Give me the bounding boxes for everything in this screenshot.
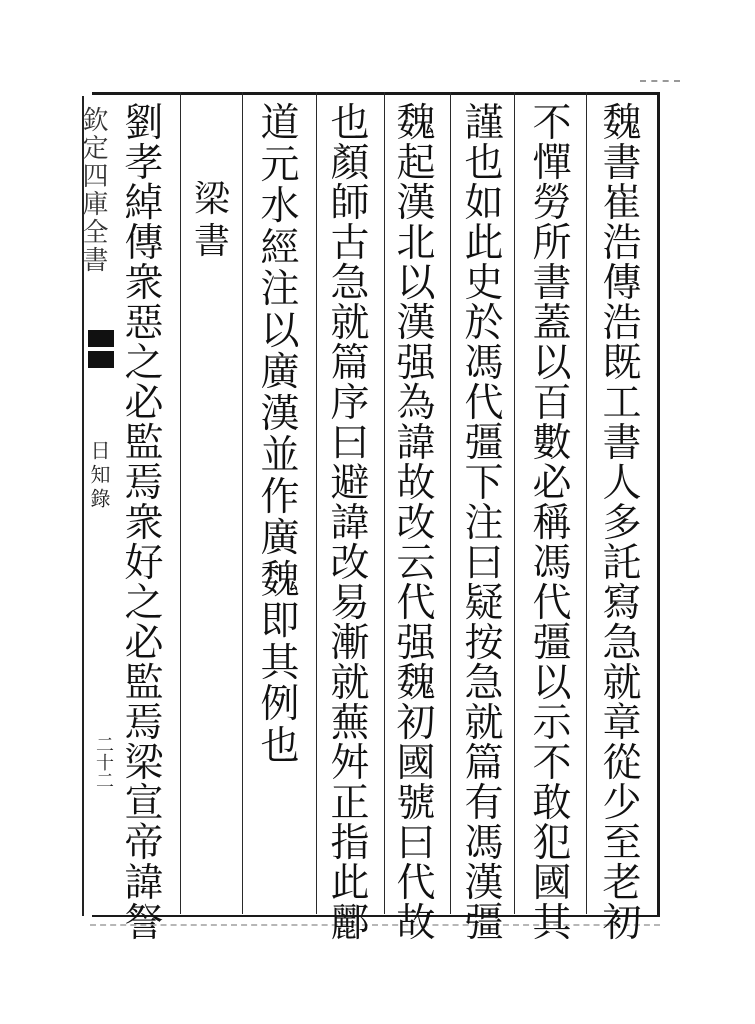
glyph: 此: [464, 221, 504, 266]
text-column-3: [458, 101, 510, 946]
glyph: 諱: [330, 501, 370, 546]
glyph: 就: [330, 301, 370, 346]
glyph: 惡: [124, 301, 164, 346]
glyph: 至: [602, 821, 642, 866]
glyph: 漸: [330, 621, 370, 666]
glyph: 也: [260, 723, 300, 769]
glyph: 必: [532, 461, 572, 506]
glyph: 如: [464, 181, 504, 226]
glyph: 水: [260, 184, 300, 229]
glyph: 疑: [464, 581, 504, 626]
glyph: 易: [330, 581, 370, 626]
glyph: 就: [330, 661, 370, 706]
glyph: 衆: [124, 261, 164, 306]
glyph: 梁: [124, 741, 164, 786]
glyph: 馮: [464, 341, 504, 386]
glyph: 謹: [464, 101, 504, 146]
glyph: 注: [260, 267, 300, 312]
glyph: 就: [602, 661, 642, 706]
glyph: 代: [532, 581, 572, 626]
glyph: 漢: [464, 861, 504, 906]
glyph: 勞: [532, 181, 572, 226]
glyph: 浩: [602, 221, 642, 266]
glyph: 詧: [124, 901, 164, 946]
glyph: 曰: [396, 821, 436, 866]
glyph: 漢: [260, 391, 300, 437]
glyph: 梁: [193, 179, 230, 220]
glyph: 顏: [330, 141, 370, 186]
margin-title: 欽定四庫全書: [78, 106, 108, 274]
glyph: 以: [260, 308, 300, 354]
glyph: 急: [602, 621, 642, 666]
glyph: 例: [260, 682, 300, 727]
glyph: 其: [532, 901, 572, 946]
glyph: 避: [330, 461, 370, 506]
glyph: 敢: [532, 781, 572, 826]
text-column-4: [390, 101, 442, 946]
glyph: 為: [396, 381, 436, 426]
glyph: 百: [532, 381, 572, 426]
glyph: 云: [396, 541, 436, 586]
glyph: 故: [396, 901, 436, 946]
glyph: 漢: [396, 181, 436, 226]
glyph: 魏: [396, 661, 436, 706]
glyph: 魏: [396, 101, 436, 146]
glyph: 書: [193, 220, 230, 262]
glyph: 綽: [124, 181, 164, 226]
glyph: 多: [602, 501, 642, 546]
glyph: 之: [124, 341, 164, 386]
section-heading-column: [186, 180, 238, 980]
glyph: 魏: [602, 101, 642, 146]
glyph: 必: [124, 381, 164, 426]
glyph: 孝: [124, 141, 164, 186]
glyph: 酈: [330, 901, 370, 946]
glyph: 師: [330, 181, 370, 226]
glyph: 漢: [396, 301, 436, 346]
glyph: 馮: [464, 821, 504, 866]
glyph: 代: [396, 861, 436, 906]
glyph: 從: [602, 741, 642, 786]
text-column-6: [254, 101, 306, 904]
glyph: 强: [396, 341, 436, 386]
text-column-1: [596, 101, 648, 946]
glyph: 監: [124, 661, 164, 706]
glyph: 即: [260, 599, 300, 644]
glyph: 所: [532, 221, 572, 266]
glyph: 書: [602, 421, 642, 466]
glyph: 初: [396, 701, 436, 746]
glyph: 崔: [602, 181, 642, 226]
column-rule: [384, 92, 385, 914]
glyph: 彊: [532, 621, 572, 666]
glyph: 不: [532, 101, 572, 146]
glyph: 犯: [532, 821, 572, 866]
glyph: 也: [330, 101, 370, 146]
glyph: 傳: [124, 221, 164, 266]
glyph: 寫: [602, 581, 642, 626]
column-rule: [180, 92, 181, 914]
fish-tail-mark: [88, 330, 114, 368]
glyph: 號: [396, 781, 436, 826]
glyph: 託: [602, 541, 642, 586]
glyph: 改: [396, 501, 436, 546]
glyph: 書: [602, 141, 642, 186]
glyph: 强: [396, 621, 436, 666]
glyph: 經: [260, 225, 300, 271]
glyph: 焉: [124, 461, 164, 506]
glyph: 下: [464, 461, 504, 506]
glyph: 正: [330, 781, 370, 826]
glyph: 於: [464, 301, 504, 346]
glyph: 衆: [124, 501, 164, 546]
glyph: 以: [532, 341, 572, 386]
glyph: 廣: [260, 516, 300, 561]
column-rule: [514, 92, 515, 914]
glyph: 古: [330, 221, 370, 266]
glyph: 道: [260, 101, 300, 146]
glyph: 序: [330, 381, 370, 426]
glyph: 蓋: [532, 301, 572, 346]
glyph: 蕪: [330, 701, 370, 746]
glyph: 舛: [330, 741, 370, 786]
glyph: 示: [532, 701, 572, 746]
glyph: 代: [464, 381, 504, 426]
glyph: 不: [532, 741, 572, 786]
glyph: 有: [464, 781, 504, 826]
glyph: 國: [396, 741, 436, 786]
glyph: 篇: [464, 741, 504, 786]
glyph: 指: [330, 821, 370, 866]
glyph: 彊: [464, 901, 504, 946]
glyph: 人: [602, 461, 642, 506]
glyph: 廣: [260, 350, 300, 395]
text-column-5: [324, 101, 376, 946]
glyph: 急: [464, 661, 504, 706]
glyph: 必: [124, 621, 164, 666]
glyph: 監: [124, 421, 164, 466]
glyph: 諱: [396, 421, 436, 466]
glyph: 稱: [532, 501, 572, 546]
glyph: 宣: [124, 781, 164, 826]
glyph: 代: [396, 581, 436, 626]
glyph: 元: [260, 142, 300, 188]
column-rule: [450, 92, 451, 914]
column-rule: [586, 92, 587, 914]
glyph: 國: [532, 861, 572, 906]
glyph: 以: [532, 661, 572, 706]
glyph: 好: [124, 541, 164, 586]
glyph: 並: [260, 433, 300, 478]
glyph: 史: [464, 261, 504, 306]
glyph: 劉: [124, 101, 164, 146]
glyph: 諱: [124, 861, 164, 906]
glyph: 初: [602, 901, 642, 946]
glyph: 馮: [532, 541, 572, 586]
column-rule: [316, 92, 317, 914]
glyph: 作: [260, 474, 300, 520]
bottom-edge-mark: [90, 924, 660, 934]
glyph: 曰: [330, 421, 370, 466]
text-column-2: [526, 101, 578, 946]
glyph: 之: [124, 581, 164, 626]
glyph: 其: [260, 640, 300, 686]
glyph: 就: [464, 701, 504, 746]
glyph: 既: [602, 341, 642, 386]
margin-page-number: 二十二: [93, 735, 114, 789]
glyph: 帝: [124, 821, 164, 866]
glyph: 焉: [124, 701, 164, 746]
top-edge-mark: [640, 80, 680, 82]
glyph: 工: [602, 381, 642, 426]
glyph: 魏: [260, 557, 300, 603]
glyph: 按: [464, 621, 504, 666]
glyph: 起: [396, 141, 436, 186]
glyph: 篇: [330, 341, 370, 386]
glyph: 故: [396, 461, 436, 506]
glyph: 書: [532, 261, 572, 306]
glyph: 注: [464, 501, 504, 546]
glyph: 憚: [532, 141, 572, 186]
glyph: 北: [396, 221, 436, 266]
glyph: 也: [464, 141, 504, 186]
text-column-8: [118, 101, 170, 946]
glyph: 曰: [464, 541, 504, 586]
glyph: 少: [602, 781, 642, 826]
glyph: 數: [532, 421, 572, 466]
glyph: 以: [396, 261, 436, 306]
glyph: 急: [330, 261, 370, 306]
glyph: 此: [330, 861, 370, 906]
glyph: 章: [602, 701, 642, 746]
glyph: 改: [330, 541, 370, 586]
margin-book-title: 日知錄: [87, 440, 111, 512]
glyph: 浩: [602, 301, 642, 346]
column-rule: [242, 92, 243, 914]
glyph: 彊: [464, 421, 504, 466]
glyph: 老: [602, 861, 642, 906]
glyph: 傳: [602, 261, 642, 306]
